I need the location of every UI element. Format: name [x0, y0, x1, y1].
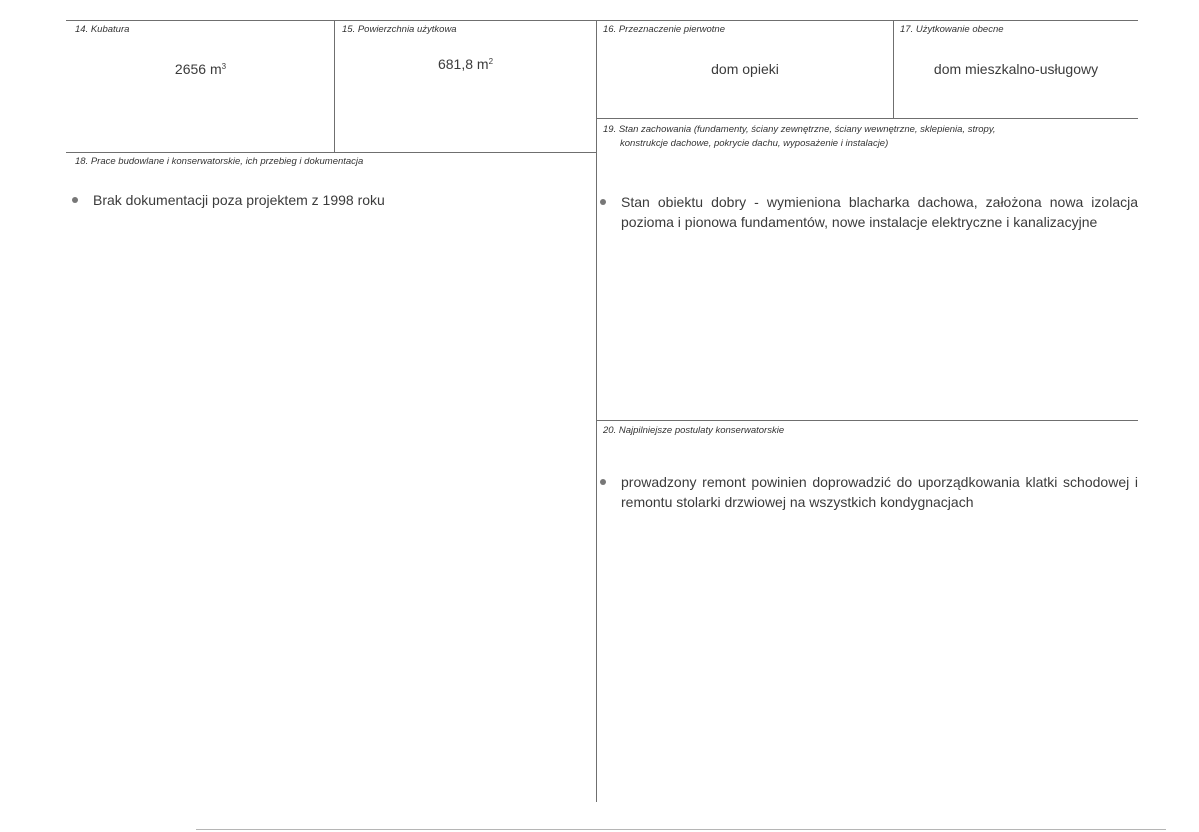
stan-zachowania-label-line1: 19. Stan zachowania (fundamenty, ściany zewnętrzne, ściany wewnętrzne, sklepienia, stropy,	[603, 124, 996, 135]
kubatura-value	[67, 60, 334, 78]
prace-budowlane-text: Brak dokumentacji poza projektem z 1998 roku	[93, 192, 385, 208]
kubatura-unit-exponent: 3	[221, 62, 227, 71]
divider-14-15	[334, 20, 335, 152]
kubatura-label: 14. Kubatura	[75, 24, 130, 35]
bullet-dot	[72, 197, 78, 203]
postulaty-label: 20. Najpilniejsze postulaty konserwatorskie	[603, 425, 785, 436]
powierzchnia-value	[335, 55, 596, 73]
row-divider-right-top	[597, 118, 1138, 119]
przeznaczenie-value: dom opieki	[711, 61, 779, 77]
postulaty-text: prowadzony remont powinien doprowadzić do uporządkowania klatki schodowej i remontu stolarki drzwiowej na wszystkich kondygnacjach	[621, 474, 1138, 510]
stan-zachowania-text: Stan obiektu dobry - wymieniona blacharka dachowa, założona nowa izolacja pozioma i pionowa fundamentów, nowe instalacje elektryczne i kanalizacyjne	[621, 194, 1138, 230]
bottom-edge	[196, 829, 1166, 830]
divider-left-right	[596, 20, 597, 802]
postulaty-bullet	[600, 472, 1138, 512]
uzytkowanie-label: 17. Użytkowanie obecne	[900, 24, 1004, 35]
row-divider-right-mid	[597, 420, 1138, 421]
powierzchnia-unit-exponent: 2	[488, 57, 494, 66]
przeznaczenie-label: 16. Przeznaczenie pierwotne	[603, 24, 725, 35]
top-border-right	[597, 20, 1138, 21]
powierzchnia-number: 681,8 m	[437, 56, 489, 72]
stan-zachowania-label-line2: konstrukcje dachowe, pokrycie dachu, wyposażenie i instalacje)	[620, 138, 889, 149]
stan-zachowania-bullet	[600, 192, 1138, 232]
row-divider-left	[66, 152, 597, 153]
bullet-dot	[600, 199, 606, 205]
prace-budowlane-bullet	[72, 190, 572, 210]
powierzchnia-label: 15. Powierzchnia użytkowa	[342, 24, 457, 35]
top-border-left	[66, 20, 597, 21]
uzytkowanie-value: dom mieszkalno-usługowy	[933, 61, 1099, 77]
prace-budowlane-label: 18. Prace budowlane i konserwatorskie, ich przebieg i dokumentacja	[75, 156, 364, 167]
bullet-dot	[600, 479, 606, 485]
kubatura-number: 2656 m	[174, 61, 222, 77]
